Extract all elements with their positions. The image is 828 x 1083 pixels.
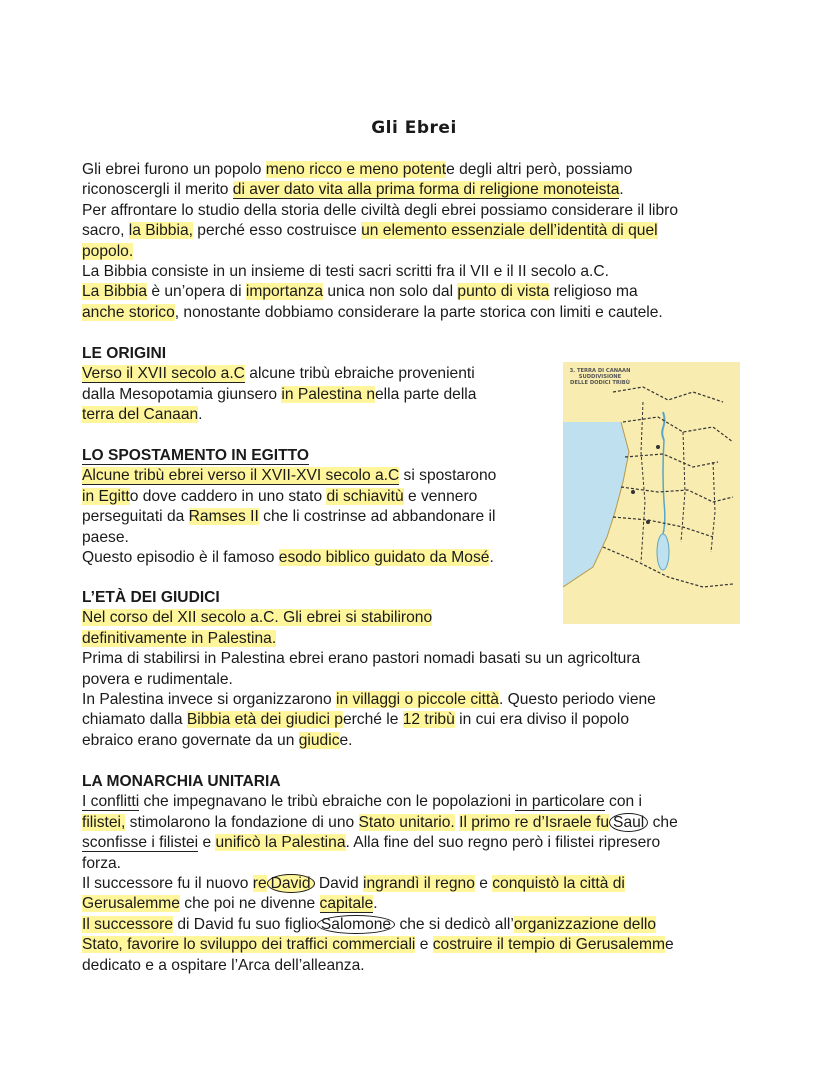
circled-name: David	[267, 874, 315, 893]
highlight: Stato unitario.	[358, 813, 455, 831]
text: Questo episodio è il famoso	[82, 549, 279, 567]
highlight: Verso il XVII secolo a.C	[82, 365, 245, 383]
text: riconoscergli il merito	[82, 181, 233, 199]
text: paese.	[82, 528, 129, 546]
text: sacro,	[82, 222, 129, 240]
text: La Bibbia consiste in un insieme di testi sacri scritti fra il VII e il II secolo a.C.	[82, 263, 609, 281]
text: o dove caddero in uno stato	[129, 487, 327, 505]
text: alcune tribù ebraiche provenienti	[244, 365, 475, 383]
city-marker	[656, 445, 660, 449]
map-caption: 3. TERRA DI CANAAN SUDDIVISIONE DELLE DODICI TRIBÙ	[569, 368, 631, 386]
circled-name: Salomone	[317, 915, 395, 934]
highlight: in Egitt	[82, 487, 130, 505]
page-title: Gli Ebrei	[371, 118, 457, 138]
section-heading: LO SPOSTAMENTO IN EGITTO	[82, 447, 309, 464]
underlined: in particolare	[515, 793, 605, 811]
highlight: 12 tribù	[402, 711, 455, 729]
text: Per affrontare lo studio della storia delle civiltà degli ebrei possiamo considerare il libro	[82, 201, 679, 219]
intro-paragraph	[82, 160, 742, 323]
text: povera e rudimentale.	[82, 670, 233, 688]
text: religioso ma	[549, 283, 638, 301]
text: che li costrinse ad abbandonare il	[258, 508, 496, 526]
highlight: punto di vista	[457, 283, 550, 301]
text: che poi ne divenne	[179, 895, 320, 913]
highlight: Ramses II	[188, 508, 259, 526]
underlined: I conflitti	[82, 793, 140, 811]
highlight: Gerusalemme	[82, 895, 180, 913]
city-marker	[631, 490, 635, 494]
highlight: meno ricco e meno potent	[265, 161, 447, 178]
highlight: in villaggi o piccole città	[335, 691, 499, 709]
circled-name: Saul	[609, 813, 648, 832]
highlight: Stato, favorire lo sviluppo dei traffici commerciali	[82, 936, 416, 954]
text: e	[664, 936, 674, 954]
text: si spostarono	[399, 467, 497, 485]
highlight: importanza	[245, 283, 324, 301]
text: .	[198, 406, 203, 424]
text: e.	[339, 731, 353, 749]
text: In Palestina invece si organizzarono	[82, 691, 336, 709]
highlight: terra del Canaan	[82, 406, 199, 424]
text: erché le	[342, 711, 403, 729]
text: ebraico erano governate da un	[82, 731, 299, 749]
highlight: Alcune tribù ebrei verso il XVII-XVI secolo a.C	[82, 467, 400, 485]
highlight: esodo biblico guidato da Mosé	[278, 549, 490, 567]
highlight: organizzazione dello	[513, 915, 657, 933]
section-origini	[82, 344, 552, 426]
highlight: anche storico	[82, 303, 175, 321]
highlight: costruire il tempio di Gerusalemm	[432, 936, 665, 954]
text: e	[198, 834, 216, 852]
text: Prima di stabilirsi in Palestina ebrei erano pastori nomadi basati su un agricoltura	[82, 650, 641, 668]
text: è un’opera di	[147, 283, 246, 301]
text: perché esso costruisce	[192, 222, 362, 240]
section-egitto	[82, 446, 557, 568]
highlight: filistei,	[82, 813, 126, 831]
text: , nonostante dobbiamo considerare la parte storica con limiti e cautele.	[174, 303, 663, 321]
highlight: re	[252, 875, 267, 893]
text: e degli altri però, possiamo	[446, 161, 633, 178]
highlight: La Bibbia	[82, 283, 148, 301]
text: . Alla fine del suo regno però i filistei ripresero	[345, 834, 661, 852]
text: e	[415, 936, 433, 954]
section-monarchia	[82, 772, 762, 976]
text: dedicato e a ospitare l’Arca dell’alleanza.	[82, 956, 365, 974]
highlight: di schiavitù	[326, 487, 404, 505]
text: .	[373, 895, 378, 913]
section-heading: LA MONARCHIA UNITARIA	[82, 773, 281, 790]
highlight: ingrandì il regno	[363, 875, 475, 893]
highlight: unificò la Palestina	[215, 834, 346, 852]
dead-sea	[657, 534, 669, 570]
section-heading: L’ETÀ DEI GIUDICI	[82, 589, 220, 606]
canaan-map	[563, 362, 740, 624]
text: chiamato dalla	[82, 711, 187, 729]
text: stimolarono la fondazione di uno	[125, 813, 359, 831]
text: David	[314, 875, 364, 893]
text: di David fu suo figlio	[173, 915, 317, 933]
text: forza.	[82, 854, 121, 872]
text: .	[619, 181, 624, 199]
text: unica non solo dal	[323, 283, 458, 301]
canaan-map-drawing	[563, 362, 740, 624]
highlight: giudic	[298, 731, 340, 749]
highlight-underlined: di aver dato vita alla prima forma di religione monoteista	[232, 181, 620, 199]
text: .	[489, 549, 494, 567]
highlight: in Palestina n	[281, 385, 375, 403]
text: e	[474, 875, 493, 893]
text: . Questo periodo viene	[498, 691, 656, 709]
text: Il successore fu il nuovo	[82, 875, 253, 893]
text: che si dedicò all’	[395, 915, 514, 933]
highlight: conquistò la città di	[492, 875, 625, 893]
text: che	[648, 813, 678, 831]
text: con i	[604, 793, 642, 811]
underlined: sconfisse i filistei	[82, 834, 199, 852]
text: e vennero	[403, 487, 478, 505]
highlight: popolo.	[82, 242, 134, 260]
text: Gli ebrei furono un popolo	[82, 161, 266, 178]
highlight: capitale	[319, 895, 374, 913]
text: in cui era diviso il popolo	[454, 711, 629, 729]
city-marker	[646, 520, 650, 524]
highlight: Il successore	[82, 915, 173, 933]
highlight: un elemento essenziale dell’identità di quel	[361, 222, 658, 240]
text: dalla Mesopotamia giunsero	[82, 385, 282, 403]
text: che impegnavano le tribù ebraiche con le popolazioni	[139, 793, 516, 811]
highlight: Il primo re d’Israele fu	[459, 813, 610, 831]
text: ella parte della	[375, 385, 477, 403]
highlight: definitivamente in Palestina.	[82, 629, 277, 647]
text: perseguitati da	[82, 508, 189, 526]
highlight: Nel corso del XII secolo a.C. Gli ebrei si stabilirono	[82, 609, 433, 627]
section-heading: LE ORIGINI	[82, 345, 167, 362]
highlight: Bibbia età dei giudici p	[186, 711, 343, 729]
highlight: la Bibbia,	[128, 222, 193, 240]
